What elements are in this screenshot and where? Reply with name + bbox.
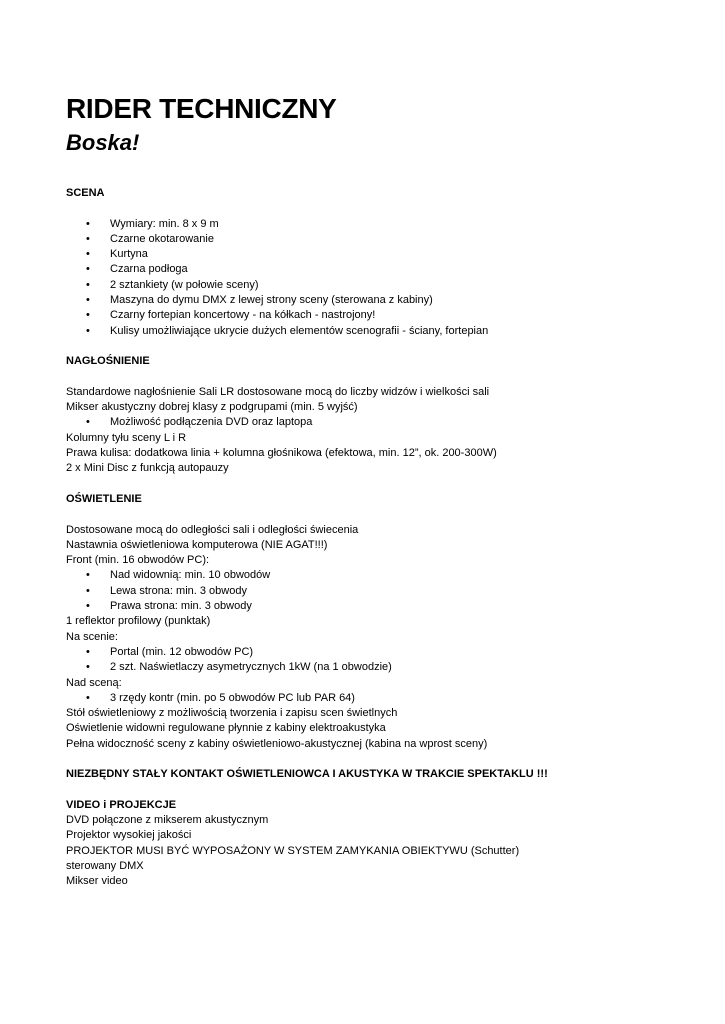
naglosnienie-list xyxy=(66,415,686,430)
text-line: Kolumny tyłu sceny L i R xyxy=(66,431,187,444)
text-line: Oświetlenie widowni regulowane płynnie z kabiny elektroakustyka xyxy=(66,722,386,735)
text-line: Pełna widoczność sceny z kabiny oświetleniowo-akustycznej (kabina na wprost sceny) xyxy=(66,737,488,750)
section-heading-oswietlenie: OŚWIETLENIE xyxy=(66,492,142,505)
list-item: • 2 sztankiety (w połowie sceny) xyxy=(66,278,686,293)
text-line: Na scenie: xyxy=(66,630,118,643)
text-line: sterowany DMX xyxy=(66,860,144,873)
section-heading-scena: SCENA xyxy=(66,187,105,199)
text-line: Projektor wysokiej jakości xyxy=(66,829,192,842)
text-line: Mikser video xyxy=(66,875,128,888)
text-line: 1 reflektor profilowy (punktak) xyxy=(66,615,211,628)
list-item: • 2 szt. Naświetlaczy asymetrycznych 1kW (na 1 obwodzie) xyxy=(66,660,686,675)
scene-list xyxy=(66,645,686,676)
list-item: • Maszyna do dymu DMX z lewej strony sceny (sterowana z kabiny) xyxy=(66,293,686,308)
list-item: • Czarny fortepian koncertowy - na kółkach - nastrojony! xyxy=(66,308,686,323)
list-item: • Portal (min. 12 obwodów PC) xyxy=(66,645,686,660)
document-title: RIDER TECHNICZNY xyxy=(66,93,337,124)
scena-list xyxy=(66,217,686,339)
over-scene-list xyxy=(66,691,686,706)
text-line: Prawa kulisa: dodatkowa linia + kolumna głośnikowa (efektowa, min. 12”, ok. 200-300W) xyxy=(66,447,497,460)
list-item: • Kurtyna xyxy=(66,247,686,262)
text-line: PROJEKTOR MUSI BYĆ WYPOSAŻONY W SYSTEM ZAMYKANIA OBIEKTYWU (Schutter) xyxy=(66,844,520,857)
text-line: Nastawnia oświetleniowa komputerowa (NIE AGAT!!!) xyxy=(66,538,328,551)
list-item: • Czarna podłoga xyxy=(66,262,686,277)
list-item: • Nad widownią: min. 10 obwodów xyxy=(66,568,686,583)
document-subtitle: Boska! xyxy=(66,130,140,155)
list-item: • Kulisy umożliwiające ukrycie dużych elementów scenografii - ściany, fortepian xyxy=(66,324,686,339)
list-item: • Możliwość podłączenia DVD oraz laptopa xyxy=(66,415,686,430)
text-line: Standardowe nagłośnienie Sali LR dostosowane mocą do liczby widzów i wielkości sali xyxy=(66,385,490,398)
section-heading-video: VIDEO i PROJEKCJE xyxy=(66,798,177,811)
list-item: • Lewa strona: min. 3 obwody xyxy=(66,584,686,599)
text-line: Stół oświetleniowy z możliwością tworzenia i zapisu scen świetlnych xyxy=(66,707,398,720)
list-item: • Czarne okotarowanie xyxy=(66,232,686,247)
list-item: • Wymiary: min. 8 x 9 m xyxy=(66,217,686,232)
text-line: 2 x Mini Disc z funkcją autopauzy xyxy=(66,462,229,475)
text-line: DVD połączone z mikserem akustycznym xyxy=(66,814,269,827)
text-line: Mikser akustyczny dobrej klasy z podgrupami (min. 5 wyjść) xyxy=(66,401,358,414)
document-page xyxy=(66,90,686,890)
list-item: • Prawa strona: min. 3 obwody xyxy=(66,599,686,614)
section-heading-naglosnienie: NAGŁOŚNIENIE xyxy=(66,355,150,368)
text-line: Dostosowane mocą do odległości sali i odległości świecenia xyxy=(66,523,359,536)
notice-text: NIEZBĘDNY STAŁY KONTAKT OŚWIETLENIOWCA I AKUSTYKA W TRAKCIE SPEKTAKLU !!! xyxy=(66,768,548,781)
text-line: Nad sceną: xyxy=(66,676,122,689)
front-list xyxy=(66,568,686,614)
text-line: Front (min. 16 obwodów PC): xyxy=(66,554,210,567)
list-item: • 3 rzędy kontr (min. po 5 obwodów PC lub PAR 64) xyxy=(66,691,686,706)
